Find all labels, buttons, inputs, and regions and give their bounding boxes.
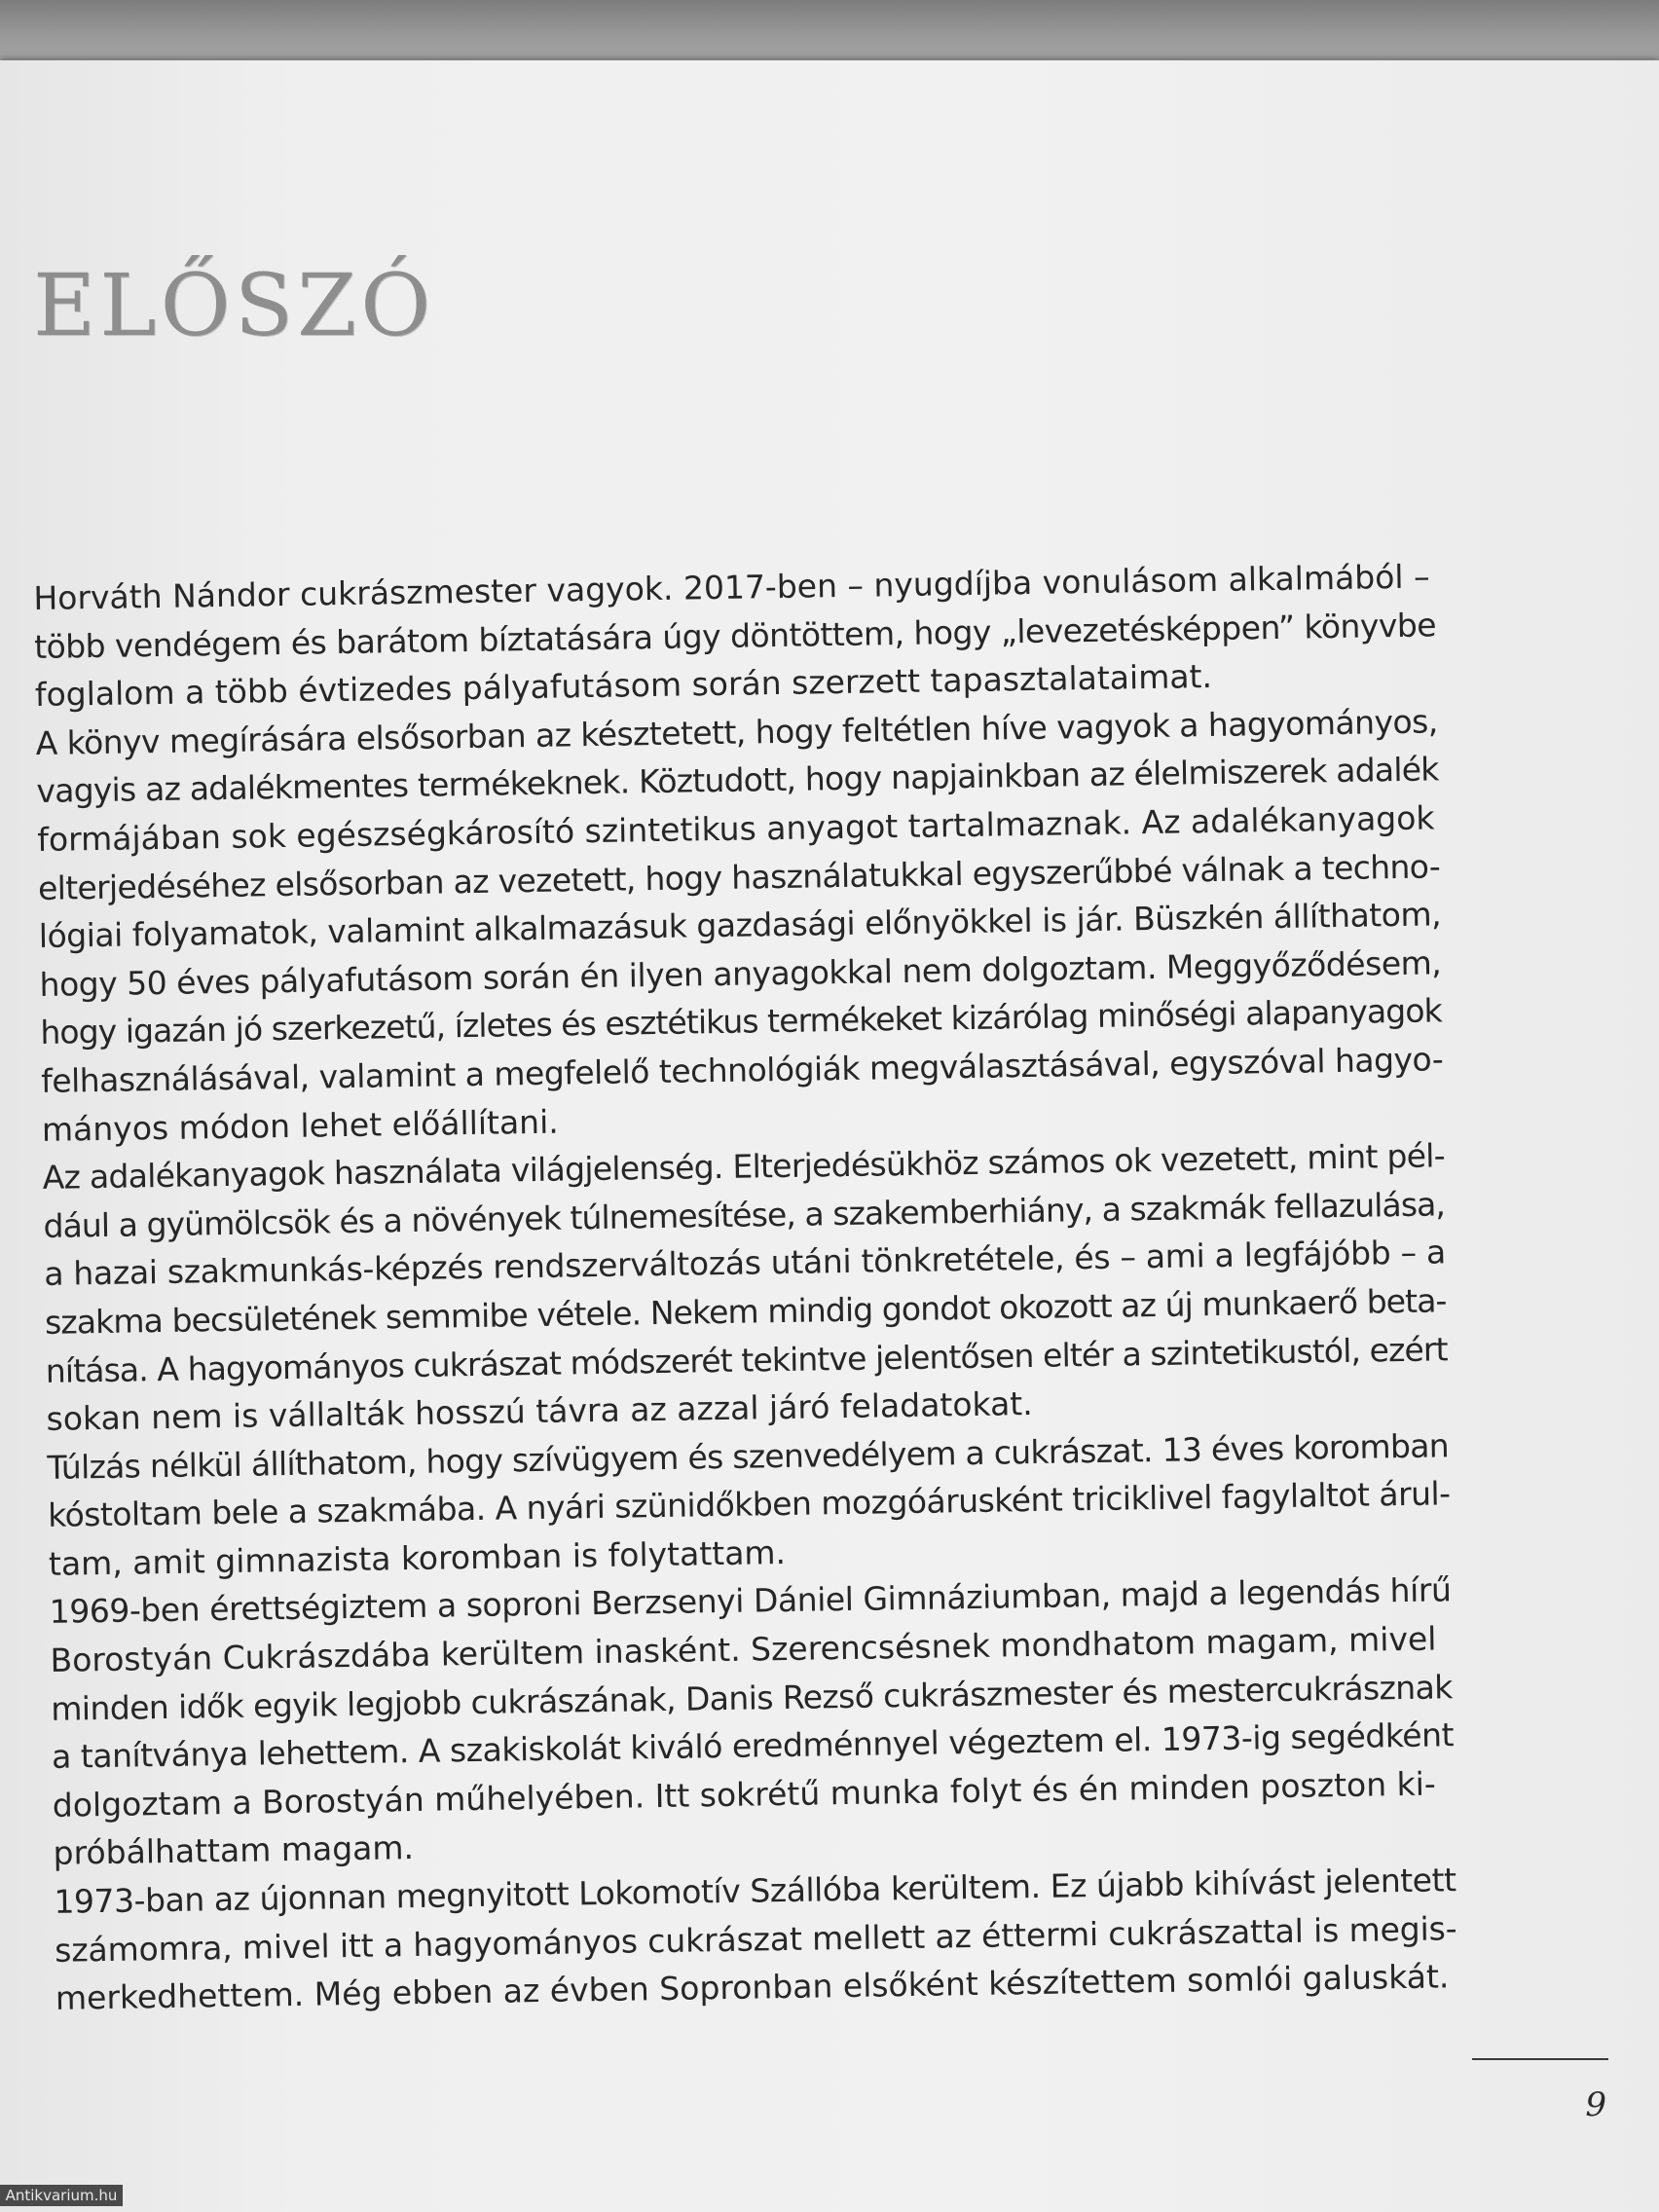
text-line: minden idők egyik legjobb cukrászának, Danis Rezső cukrászmester és mestercukrásznak bbox=[50, 1667, 1454, 1728]
text-line: vagyis az adalékmentes termékeknek. Köztudott, hogy napjainkban az élelmiszerek adalék bbox=[36, 750, 1439, 811]
text-line: Horváth Nándor cukrászmester vagyok. 2017-ben – nyugdíjba vonulásom alkalmából – bbox=[33, 557, 1430, 617]
text-line: a hazai szakmunkás-képzés rendszerváltozás utáni tönkretétele, és – ami a legfájóbb – a bbox=[43, 1233, 1447, 1294]
text-line: Az adalékanyagok használata világjelenség. Elterjedésükhöz számos ok vezetett, mint pél- bbox=[42, 1136, 1446, 1198]
text-line: Borostyán Cukrászdába kerültem inasként. Szerencsésnek mondhatom magam, mivel bbox=[50, 1619, 1437, 1679]
text-line: Túlzás nélkül állíthatom, hogy szívügyem és szenvedélyem a cukrászat. 13 éves koromban bbox=[47, 1425, 1450, 1487]
body-text bbox=[33, 552, 1457, 2022]
text-line: nítása. A hagyományos cukrászat módszerét tekintve jelentősen eltér a szintetikustól, ezért bbox=[45, 1329, 1448, 1390]
text-line: merkedhettem. Még ebben az évben Sopronban elsőként készítettem somlói galuskát. bbox=[55, 1957, 1450, 2018]
text-line: dául a gyümölcsök és a növények túlnemesítése, a szakemberhiány, a szakmák fellazulása, bbox=[43, 1185, 1446, 1245]
text-line: 1969-ben érettségiztem a soproni Berzsenyi Dániel Gimnáziumban, majd a legendás hírű bbox=[49, 1570, 1452, 1632]
text-line: sokan nem is vállalták hosszú távra az azzal járó feladatokat. bbox=[46, 1384, 1033, 1438]
text-line: hogy 50 éves pályafutásom során én ilyen anyagokkal nem dolgoztam. Meggyőződésem, bbox=[39, 943, 1442, 1004]
text-line: felhasználásával, valamint a megfelelő technológiák megválasztásával, egyszóval hagyo- bbox=[40, 1040, 1444, 1100]
text-line: hogy igazán jó szerkezetű, ízletes és esztétikus termékeket kizárólag minőségi alapanyagok bbox=[40, 991, 1443, 1052]
text-line: 1973-ban az újonnan megnyitott Lokomotív Szállóba kerültem. Ez újabb kihívást jelentett bbox=[54, 1861, 1456, 1921]
text-line: tam, amit gimnazista koromban is folytattam. bbox=[48, 1532, 787, 1583]
text-line: dolgoztam a Borostyán műhelyében. Itt sokrétű munka folyt és én minden poszton ki- bbox=[52, 1764, 1437, 1825]
watermark-logo: Antikvarium.hu bbox=[0, 2185, 123, 2206]
text-line: formájában sok egészségkárosító szintetikus anyagot tartalmaznak. Az adalékanyagok bbox=[36, 798, 1435, 859]
text-line: elterjedéséhez elsősorban az vezetett, hogy használatukkal egyszerűbbé válnak a techno- bbox=[37, 846, 1441, 907]
text-line: próbálhattam magam. bbox=[53, 1828, 415, 1873]
text-line: számomra, mivel itt a hagyományos cukrászat mellett az éttermi cukrászattal is megis- bbox=[54, 1908, 1457, 1970]
text-line: A könyv megírására elsősorban az késztetett, hogy feltétlen híve vagyok a hagyományos, bbox=[35, 702, 1438, 762]
footer-rule bbox=[1472, 2058, 1608, 2060]
page-number: 9 bbox=[1585, 2085, 1606, 2124]
text-line: több vendégem és barátom bíztatására úgy döntöttem, hogy „levezetésképpen” könyvbe bbox=[33, 605, 1437, 666]
text-line: a tanítványa lehettem. A szakiskolát kiváló eredménnyel végeztem el. 1973-ig segédként bbox=[51, 1715, 1455, 1777]
text-line: foglalom a több évtizedes pályafutásom során szerzett tapasztalataimat. bbox=[34, 657, 1213, 715]
text-line: mányos módon lehet előállítani. bbox=[41, 1102, 560, 1149]
page-title: ELŐSZÓ bbox=[33, 255, 435, 355]
text-line: lógiai folyamatok, valamint alkalmazásuk gazdasági előnyökkel is jár. Büszkén állíthatom, bbox=[38, 895, 1442, 956]
text-line: szakma becsületének semmibe vétele. Nekem mindig gondot okozott az új munkaerő beta- bbox=[44, 1281, 1447, 1342]
text-line: kóstoltam bele a szakmába. A nyári szünidőkben mozgóárusként triciklivel fagylaltot árul- bbox=[47, 1474, 1451, 1535]
book-page bbox=[0, 60, 1659, 2212]
